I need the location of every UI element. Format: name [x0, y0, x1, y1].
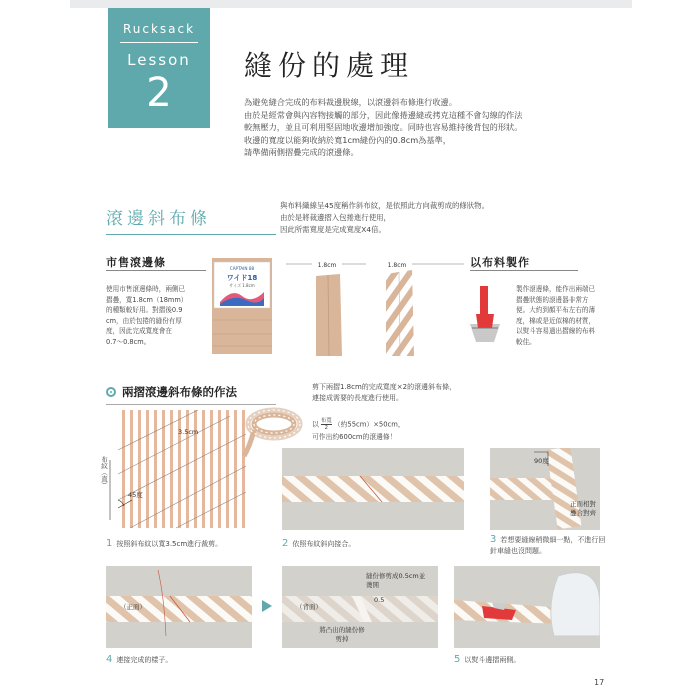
width-35-label: 3.5cm — [178, 428, 199, 436]
intro-line: 為避免縫合完成的布料裁邊脫線，以滾邊斜布條進行收邊。 — [244, 97, 457, 107]
angle-90-label: 90度 — [534, 457, 549, 465]
formula-rest: （約55cm）×50cm， — [333, 420, 405, 429]
howto-title — [106, 384, 237, 400]
step-2-photo — [282, 448, 464, 530]
intro-line: 請準備兩側摺疊完成的滾邊條。 — [244, 147, 359, 157]
step-5-photo — [454, 566, 600, 648]
formula-fraction — [321, 418, 332, 431]
commercial-text-line: 的種類較好用。對摺後0.9 — [106, 306, 183, 314]
formula-line2: 可作出約600cm的滾邊條！ — [312, 433, 397, 441]
step-number: 5 — [454, 654, 461, 665]
step-1-caption — [106, 538, 222, 549]
step-text: 以熨斗邊摺兩側。 — [464, 656, 521, 664]
step-number: 1 — [106, 538, 113, 549]
commercial-title: 市售滾邊條 — [106, 256, 166, 269]
commercial-text-line: 摺疊，寬1.8cm（18mm） — [106, 295, 188, 304]
fabric-text-line: 摺疊狀態的滾邊器非常方 — [516, 295, 589, 304]
fabric-text-line: 製作滾邊條，能作出兩端已 — [516, 285, 596, 293]
section-text — [280, 200, 489, 236]
page-title: 縫份的處理 — [244, 49, 415, 82]
bullet-icon — [106, 387, 116, 397]
angle-45-label: 45度 — [128, 491, 143, 499]
commercial-bias-tape-package — [212, 258, 272, 354]
commercial-underline — [106, 270, 206, 271]
fabric-text-line: 較佳。 — [516, 337, 536, 346]
right-sides-label: 正面相對疊合對齊 — [570, 500, 596, 517]
step-text: 依照布紋斜向接合。 — [292, 540, 356, 548]
front-label: （正面） — [120, 603, 146, 611]
lesson-badge — [108, 8, 210, 128]
lesson-label: Lesson — [127, 51, 191, 69]
arrow-right-icon — [262, 600, 272, 612]
lesson-number: 2 — [146, 70, 172, 116]
step-text: 若想要縫線稍微細一點，不進行回針車縫也沒問題。 — [490, 536, 606, 555]
intro-line: 收邊的寬度以能夠收納於寬1cm縫份內的0.8cm為基準， — [244, 134, 451, 145]
intro-line: 由於是經常會與內容物接觸的部分，因此像捲邊縫或拷克這種不會勾線的作法 — [244, 109, 523, 120]
step-3-caption — [490, 534, 610, 557]
howto-text — [312, 382, 456, 404]
howto-text-line: 連接成需要的長度進行使用。 — [312, 394, 403, 402]
intro-line: 較無壓力，並且可利用堅固地收邊增加強度。同時也容易維持後背包的形狀。 — [244, 122, 523, 132]
product-name: ワイド18 — [226, 274, 258, 282]
fabric-text-line: 以熨斗容易過出摺線的布料 — [516, 327, 596, 335]
excess-label: 將凸出的縫份修剪掉 — [319, 626, 365, 643]
commercial-text-line: 0.7～0.8cm。 — [106, 337, 151, 346]
step-text: 按照斜布紋以寬3.5cm進行裁剪。 — [116, 540, 223, 548]
fabric-title: 以布料製作 — [470, 256, 530, 269]
commercial-text — [106, 284, 187, 347]
section-text-line: 由於是將裁邊摺入包捲進行使用， — [280, 213, 391, 222]
section-text-line: 因此所需寬度是完成寬度X4倍。 — [280, 225, 386, 234]
step-5-caption — [454, 654, 520, 665]
series-label: Rucksack — [122, 22, 196, 36]
howto-text-line: 剪下兩摺1.8cm的完成寬度×2的滾邊斜布條， — [312, 383, 457, 391]
section-underline — [106, 234, 276, 235]
fabric-text — [516, 284, 595, 347]
fabric-text-line: 便。大約到顏平布左右的薄 — [516, 306, 596, 314]
bias-tape-maker-icon — [466, 284, 510, 344]
step-4-caption — [106, 654, 172, 665]
trim-label: 縫份修剪成0.5cm並燙開 — [366, 572, 426, 589]
grain-label: 布紋（直） — [100, 456, 108, 489]
intro-text — [244, 96, 584, 159]
page-number: 17 — [594, 678, 605, 687]
section-text-line: 與布料織線呈45度稱作斜布紋，是依照此方向裁剪成的條狀物。 — [280, 201, 489, 210]
fraction-top: 布寬 — [320, 418, 332, 424]
commercial-text-line: 度，因此完成寬度會在 — [106, 327, 172, 335]
product-brand: CAPTAIN 88 — [229, 266, 255, 271]
formula-prefix: 以 — [312, 420, 319, 429]
fraction-bottom: 2 — [324, 425, 329, 431]
section-title: 滾邊斜布條 — [106, 209, 211, 229]
bias-strip-illustration — [286, 256, 464, 356]
step-number: 3 — [490, 534, 497, 545]
width-label: 1.8cm — [387, 262, 407, 269]
product-sub: サイズ 1.8cm — [229, 283, 255, 288]
divider — [120, 42, 198, 43]
trim-05-label: 0.5 — [374, 596, 385, 604]
ironing-image — [454, 566, 600, 648]
back-label: （背面） — [296, 603, 322, 611]
width-label: 1.8cm — [317, 262, 337, 269]
step-number: 2 — [282, 538, 289, 549]
fabric-text-line: 度，棉或是近似棉的材質， — [516, 316, 596, 325]
step-2-caption — [282, 538, 355, 549]
joined-strips-image — [282, 448, 464, 530]
commercial-text-line: cm，由於包捲的縫份有厚 — [106, 316, 182, 325]
step-text: 連接完成的樣子。 — [116, 656, 173, 664]
step-number: 4 — [106, 654, 113, 665]
fabric-underline — [470, 270, 578, 271]
top-bar — [70, 0, 632, 8]
howto-title-text: 兩摺滾邊斜布條的作法 — [122, 385, 237, 399]
howto-formula — [312, 418, 405, 443]
commercial-text-line: 使用市售滾邊條時，兩側已 — [106, 285, 186, 293]
